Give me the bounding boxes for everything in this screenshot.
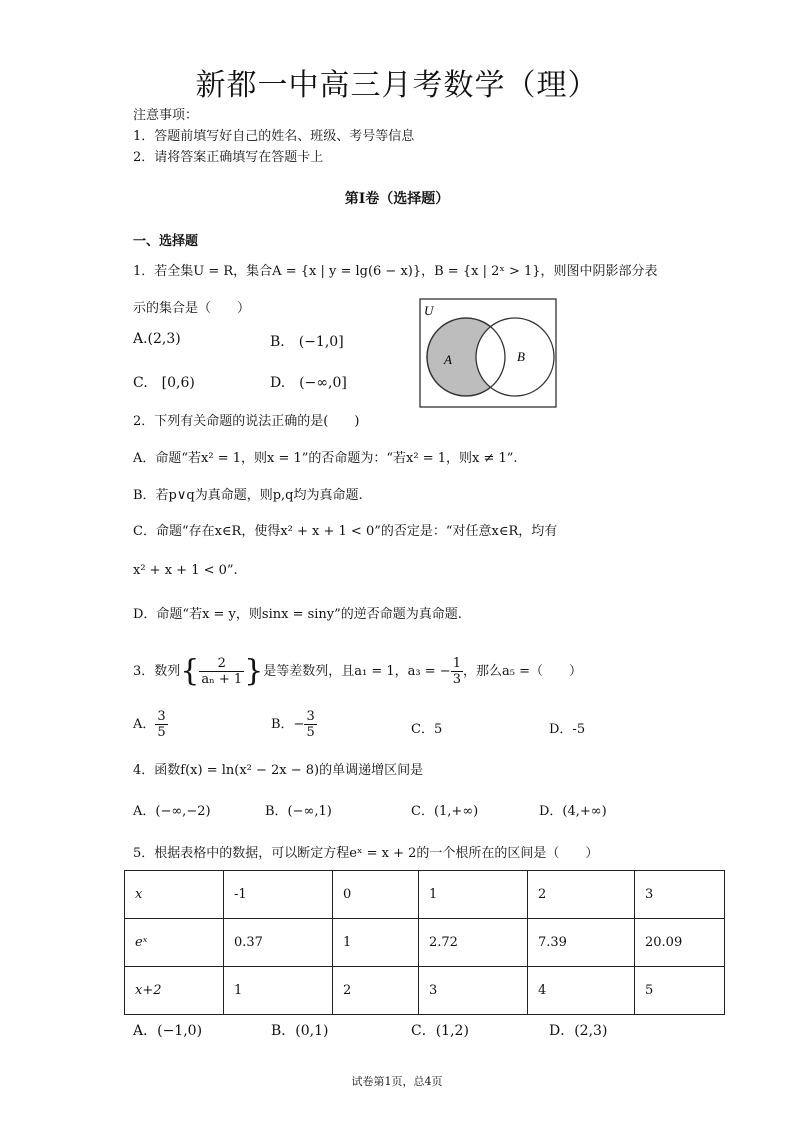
q4-option-c: C．(1,+∞)	[411, 804, 479, 819]
q1-option-b: B. (−1,0]	[270, 334, 344, 350]
brace-close: }	[244, 653, 264, 689]
table-cell: 3	[419, 967, 528, 1015]
table-cell: 2	[528, 871, 635, 919]
q3-tail: ，那么a₅ =（ ）	[462, 664, 582, 679]
notice-item: 2．请将答案正确填写在答题卡上	[133, 150, 324, 165]
option-label: A．	[133, 717, 156, 732]
table-cell: 20.09	[635, 919, 725, 967]
question-3-stem	[133, 648, 582, 696]
question-4-stem: 4．函数f(x) = ln(x² − 2x − 8)的单调递增区间是	[133, 763, 424, 778]
q3-prefix: 3．数列	[133, 664, 181, 679]
q2-option-c: C．命题“存在x∈R，使得x² + x + 1 < 0”的否定是：“对任意x∈R，均有	[133, 524, 558, 539]
venn-diagram	[419, 298, 557, 408]
q3-option-b	[271, 705, 317, 745]
q5-option-c: C．(1,2)	[411, 1023, 469, 1039]
table-row	[125, 871, 725, 919]
q1-option-c: C. [0,6)	[133, 375, 195, 391]
q3-option-c: C．5	[411, 722, 443, 737]
table-cell: 0	[333, 871, 419, 919]
q2-option-b: B．若p∨q为真命题，则p,q均为真命题.	[133, 488, 363, 503]
q5-option-b: B．(0,1)	[271, 1023, 329, 1039]
fraction-numerator: 2	[199, 656, 244, 672]
table-cell: 1	[224, 967, 333, 1015]
table-cell: 7.39	[528, 919, 635, 967]
q3-suffix: 是等差数列，且a₁ = 1，a₃ = −	[263, 664, 451, 679]
brace-open: {	[180, 653, 200, 689]
table-cell: 2	[333, 967, 419, 1015]
venn-set-a-label: A	[444, 352, 452, 367]
fraction-denominator: aₙ + 1	[201, 672, 243, 687]
section-title: 第I卷（选择题）	[344, 191, 450, 207]
notice-heading: 注意事项：	[133, 108, 199, 123]
q4-option-a: A．(−∞,−2)	[133, 804, 211, 819]
fraction-numerator: 1	[452, 656, 461, 671]
option-label: B．−	[271, 717, 305, 732]
venn-universe-label: U	[424, 303, 434, 318]
notice-item: 1．答题前填写好自己的姓名、班级、考号等信息	[133, 129, 415, 144]
q5-option-a: A．(−1,0)	[133, 1023, 203, 1039]
page-title: 新都一中高三月考数学（理）	[195, 68, 599, 103]
q1-option-a: A.(2,3)	[133, 331, 181, 347]
table-cell: 1	[419, 871, 528, 919]
question-5-stem: 5．根据表格中的数据，可以断定方程eˣ = x + 2的一个根所在的区间是（ ）	[133, 846, 599, 861]
fraction-denominator: 5	[306, 725, 315, 740]
q2-option-a: A．命题“若x² = 1，则x = 1”的否命题为：“若x² = 1，则x ≠ 1”.	[133, 451, 518, 466]
q5-option-d: D．(2,3)	[549, 1023, 608, 1039]
q1-option-d: D. (−∞,0]	[270, 375, 347, 391]
option-fraction	[304, 709, 316, 740]
table-cell: 2.72	[419, 919, 528, 967]
table-row	[125, 967, 725, 1015]
fraction-denominator: 3	[452, 672, 461, 687]
question-1-stem-cont: 示的集合是（ ）	[133, 301, 251, 316]
q4-option-d: D．(4,+∞)	[539, 804, 607, 819]
q2-option-c-cont: x² + x + 1 < 0”.	[133, 563, 238, 578]
q2-option-d: D．命题“若x = y，则sinx = siny”的逆否命题为真命题.	[133, 607, 462, 622]
venn-set-b-circle	[476, 318, 554, 396]
q4-option-b: B．(−∞,1)	[265, 804, 332, 819]
fraction-numerator: 3	[157, 709, 166, 724]
table-cell: x+2	[125, 967, 224, 1015]
fraction-numerator: 3	[306, 709, 315, 724]
table-cell: 0.37	[224, 919, 333, 967]
option-fraction	[155, 709, 167, 740]
q3-option-d: D．-5	[549, 722, 586, 737]
table-cell: 5	[635, 967, 725, 1015]
page-footer: 试卷第1页，总4页	[351, 1075, 443, 1088]
venn-set-b-label: B	[517, 349, 525, 364]
values-table	[124, 870, 725, 1015]
question-2-stem: 2．下列有关命题的说法正确的是( )	[133, 414, 360, 429]
table-row	[125, 919, 725, 967]
fraction-denominator: 5	[157, 725, 166, 740]
question-1-stem: 1．若全集U = R，集合A = {x | y = lg(6 − x)}，B = {x | 2ˣ > 1}，则图中阴影部分表	[133, 264, 658, 279]
table-cell: x	[125, 871, 224, 919]
table-cell: 4	[528, 967, 635, 1015]
part-title: 一、选择题	[133, 234, 199, 249]
table-cell: 3	[635, 871, 725, 919]
table-cell: -1	[224, 871, 333, 919]
q3-sequence-fraction	[199, 656, 244, 687]
table-cell: eˣ	[125, 919, 224, 967]
table-cell: 1	[333, 919, 419, 967]
q3-option-a	[133, 705, 168, 745]
q3-a3-fraction	[451, 656, 463, 687]
